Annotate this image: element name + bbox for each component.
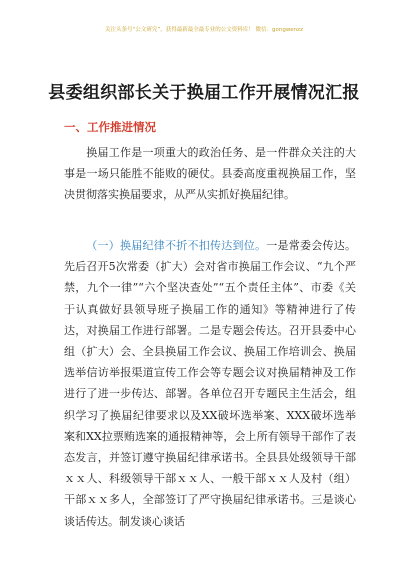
promo-banner: 关注头条号“公文研究”，获得最新最全最专业的公文资料库！ 微信：gongwenzz [105,27,303,33]
paragraph-intro [64,142,356,206]
subsection-heading: （一）换届纪律不折不扣传达到位。 [86,239,267,252]
paragraph-discipline [64,235,356,532]
paragraph-discipline-text: 一是常委会传达。先后召开5次常委（扩大）会对省市换届工作会议、“九个严禁，九个一律”“六个坚决查处”“五个责任主体”、市委《关于认真做好县领导班子换届工作的通知》等精神进行了传达，对换届工作进行部署。二是专题会传达。召开县委中心组（扩大）会、全县换届工作会议、换届工作培训会、换届选举信访举报渠道宣传工作会等专题会议对换届精神及工作进行了进一步传达、部署。各单位召开专题民主生活会，组织学习了换届纪律要求以及XX破坏选举案、XXX破坏选举案和XX拉票贿选案的通报精神等，会上所有领导干部作了表态发言，并签订遵守换届纪律承诺书。全县县处级领导干部ｘｘ人、科级领导干部ｘｘ人、一般干部ｘｘ人及村（组）干部ｘｘ多人，全部签订了严守换届纪律承诺书。三是谈心谈话传达。制发谈心谈话 [64,239,356,528]
paragraph-intro-text: 换届工作是一项重大的政治任务、是一件群众关注的大事是一场只能胜不能败的硬仗。县委高度重视换届工作，坚决贯彻落实换届要求，从严从实抓好换届纪律。 [64,146,356,202]
section-heading: 一、工作推进情况 [64,120,156,134]
document-title: 县委组织部长关于换届工作开展情况汇报 [48,83,360,103]
